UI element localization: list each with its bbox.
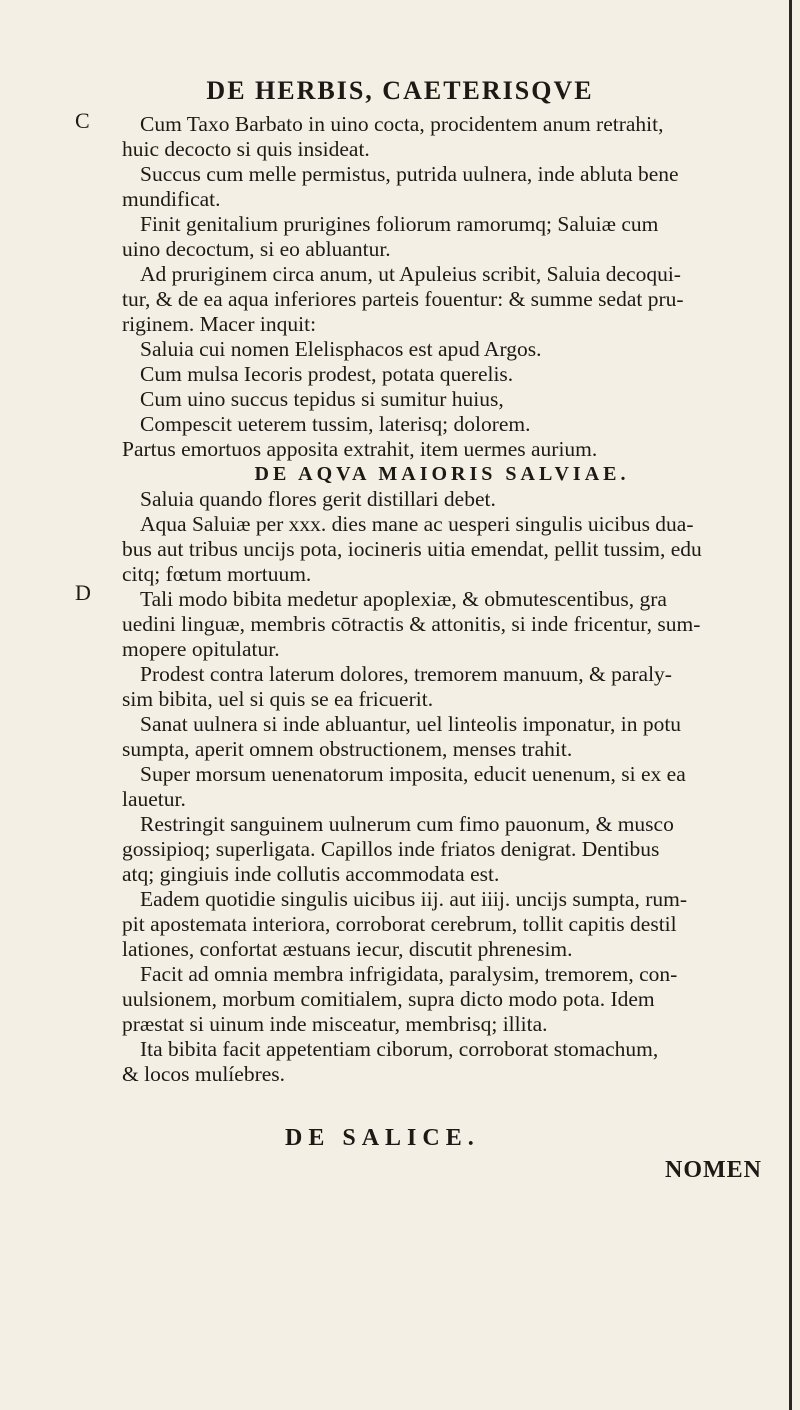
text-line: Eadem quotidie singulis uicibus iij. aut iiij. uncijs sumpta, rum- xyxy=(140,887,688,911)
text-line: Prodest contra laterum dolores, tremorem manuum, & paraly- xyxy=(140,662,672,686)
text-line: Cum Taxo Barbato in uino cocta, procidentem anum retrahit, xyxy=(140,112,664,136)
verse-line: Cum uino succus tepidus si sumitur huius, xyxy=(140,387,504,411)
text-line: citq; fœtum mortuum. xyxy=(122,562,312,586)
text-line: gossipioq; superligata. Capillos inde friatos denigrat. Dentibus xyxy=(122,837,660,861)
text-line: pit apostemata interiora, corroborat cerebrum, tollit capitis destil xyxy=(122,912,677,936)
text-line: Aqua Saluiæ per xxx. dies mane ac uesperi singulis uicibus dua- xyxy=(140,512,694,536)
verse-line: Compescit ueterem tussim, laterisq; dolorem. xyxy=(140,412,531,436)
text-line: Ad pruriginem circa anum, ut Apuleius scribit, Saluia decoqui- xyxy=(140,262,681,286)
verse-line: Cum mulsa Iecoris prodest, potata querelis. xyxy=(140,362,514,386)
text-line: uedini linguæ, membris cōtractis & attonitis, si inde fricentur, sum- xyxy=(122,612,701,636)
text-line: huic decocto si quis insideat. xyxy=(122,137,370,161)
margin-mark-d: D xyxy=(75,580,91,605)
text-line: lationes, confortat æstuans iecur, discutit phrenesim. xyxy=(122,937,573,961)
text-line: bus aut tribus uncijs pota, iocineris uitia emendat, pellit tussim, edu xyxy=(122,537,702,561)
catchword: NOMEN xyxy=(665,1157,762,1183)
text-line: sim bibita, uel si quis se ea fricuerit. xyxy=(122,687,434,711)
text-line: mundificat. xyxy=(122,187,221,211)
verse-line: Saluia cui nomen Elelisphacos est apud Argos. xyxy=(140,337,542,361)
text-line: Partus emortuos apposita extrahit, item uermes aurium. xyxy=(122,437,598,461)
running-header: DE HERBIS, CAETERISQVE xyxy=(206,76,594,105)
text-line: tur, & de ea aqua inferiores parteis fouentur: & summe sedat pru- xyxy=(122,287,684,311)
text-line: Ita bibita facit appetentiam ciborum, corroborat stomachum, xyxy=(140,1037,659,1061)
text-line: lauetur. xyxy=(122,787,186,811)
text-line: riginem. Macer inquit: xyxy=(122,312,317,336)
text-line: Finit genitalium prurigines foliorum ramorumq; Saluiæ cum xyxy=(140,212,659,236)
body-text xyxy=(122,112,762,1087)
section-title: DE SALICE. xyxy=(285,1125,480,1151)
text-line: Succus cum melle permistus, putrida uulnera, inde abluta bene xyxy=(140,162,679,186)
text-line: præstat si uinum inde misceatur, membrisq; illita. xyxy=(122,1012,548,1036)
margin-mark-c: C xyxy=(75,108,90,133)
text-line: Tali modo bibita medetur apoplexiæ, & obmutescentibus, gra xyxy=(140,587,667,611)
text-line: & locos mulíebres. xyxy=(122,1062,286,1086)
text-line: Restringit sanguinem uulnerum cum fimo pauonum, & musco xyxy=(140,812,674,836)
section-heading: DE AQVA MAIORIS SALVIAE. xyxy=(254,463,630,485)
text-line: Saluia quando flores gerit distillari debet. xyxy=(140,487,496,511)
text-line: Super morsum uenenatorum imposita, educit uenenum, si ex ea xyxy=(140,762,686,786)
page-edge-rule xyxy=(789,0,792,1410)
text-line: mopere opitulatur. xyxy=(122,637,280,661)
text-line: uulsionem, morbum comitialem, supra dicto modo pota. Idem xyxy=(122,987,655,1011)
text-line: uino decoctum, si eo abluantur. xyxy=(122,237,391,261)
text-line: Facit ad omnia membra infrigidata, paralysim, tremorem, con- xyxy=(140,962,678,986)
text-line: Sanat uulnera si inde abluantur, uel linteolis imponatur, in potu xyxy=(140,712,682,736)
text-line: atq; gingiuis inde collutis accommodata est. xyxy=(122,862,500,886)
text-line: sumpta, aperit omnem obstructionem, menses trahit. xyxy=(122,737,573,761)
